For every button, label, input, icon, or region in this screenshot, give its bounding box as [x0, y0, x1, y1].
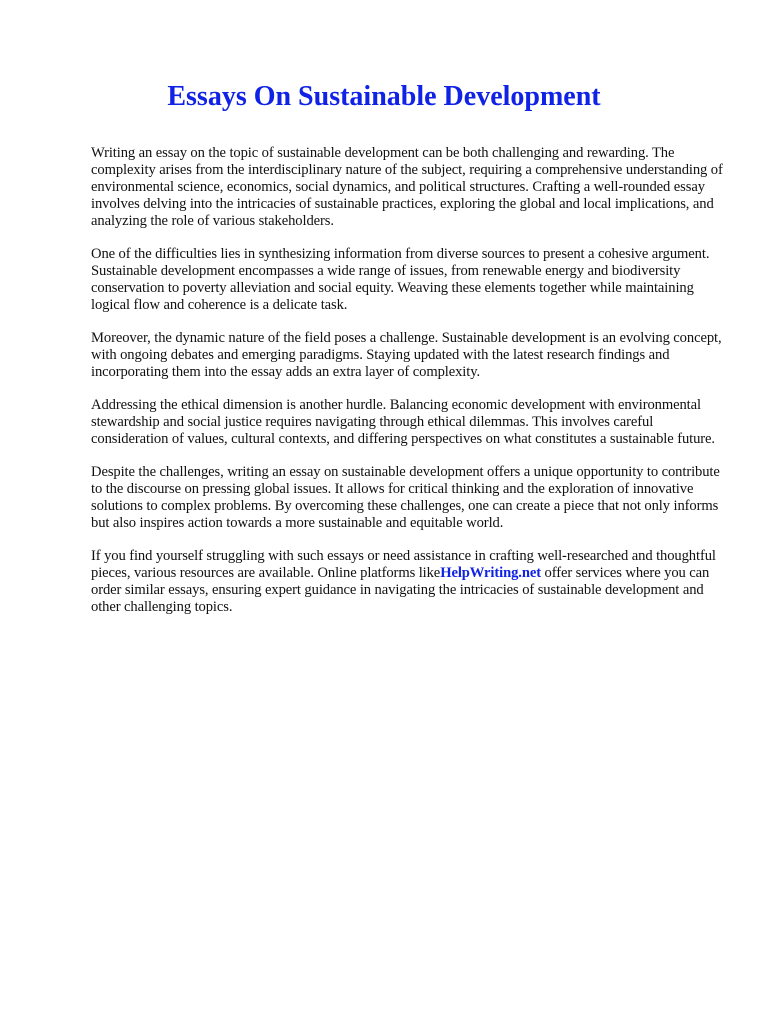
helpwriting-link[interactable]: HelpWriting.net	[440, 565, 541, 581]
paragraph-2: One of the difficulties lies in synthesizing information from diverse sources to present a cohesive argument. Sustainable development encompasses a wide range of issues, from renewable energy and biodiversity conservation to poverty alleviation and social equity. Weaving these elements together while maintaining logical flow and coherence is a delicate task.	[91, 246, 710, 313]
paragraph-3: Moreover, the dynamic nature of the field poses a challenge. Sustainable development is an evolving concept, with ongoing debates and emerging paradigms. Staying updated with the latest research findings and incorporating them into the essay adds an extra layer of complexity.	[91, 330, 722, 380]
paragraph-6	[91, 548, 731, 616]
paragraph-4: Addressing the ethical dimension is another hurdle. Balancing economic development with environmental stewardship and social justice requires navigating through ethical dilemmas. This involves careful consideration of values, cultural contexts, and differing perspectives on what constitutes a sustainable future.	[91, 397, 715, 447]
paragraph-1: Writing an essay on the topic of sustainable development can be both challenging and rewarding. The complexity arises from the interdisciplinary nature of the subject, requiring a comprehensive understanding of environmental science, economics, social dynamics, and political structures. Crafting a well-rounded essay involves delving into the intricacies of sustainable practices, exploring the global and local implications, and analyzing the role of various stakeholders.	[91, 145, 723, 229]
essay-body	[91, 145, 731, 632]
paragraph-6-text-after-link: offer services where you can order similar essays, ensuring expert guidance in navigating the intricacies of sustainable development and other challenging topics.	[91, 565, 710, 615]
page-title: Essays On Sustainable Development	[167, 81, 601, 112]
paragraph-5: Despite the challenges, writing an essay on sustainable development offers a unique opportunity to contribute to the discourse on pressing global issues. It allows for critical thinking and the exploration of innovative solutions to complex problems. By overcoming these challenges, one can create a piece that not only informs but also inspires action towards a more sustainable and equitable world.	[91, 464, 720, 531]
paragraph-6-text-before-link: If you find yourself struggling with such essays or need assistance in crafting well-researched and thoughtful pieces, various resources are available. Online platforms like	[91, 548, 716, 581]
